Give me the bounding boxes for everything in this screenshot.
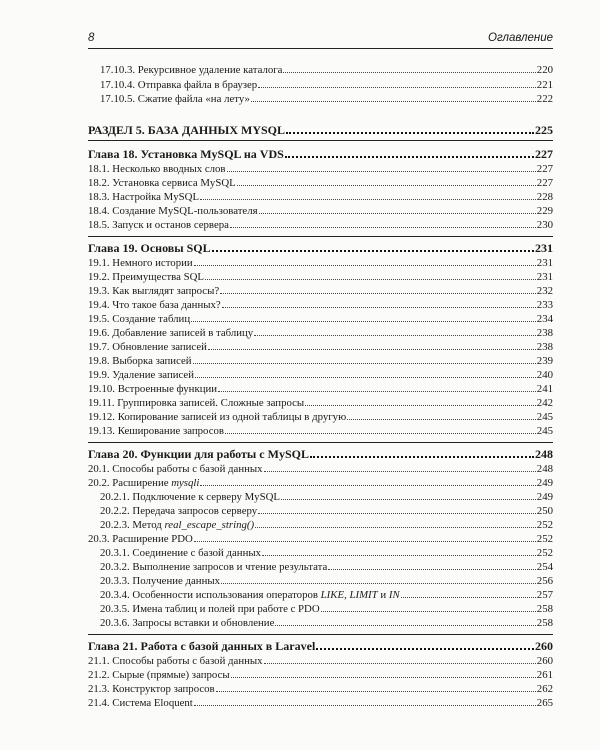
toc-entry[interactable]: 20.3.2. Выполнение запросов и чтение результата 254 <box>100 561 553 573</box>
toc-entry[interactable]: 20.3.1. Соединение с базой данных 252 <box>100 547 553 559</box>
toc-entry[interactable]: 18.5. Запуск и останов сервера 230 <box>88 219 553 231</box>
toc-entry[interactable]: 19.8. Выборка записей 239 <box>88 355 553 367</box>
toc-entry[interactable]: 20.3. Расширение PDO 252 <box>88 533 553 545</box>
toc-entry[interactable]: 18.2. Установка сервиса MySQL 227 <box>88 177 553 189</box>
toc-entry[interactable]: 19.13. Кеширование запросов 245 <box>88 425 553 437</box>
toc-entry[interactable]: 17.10.3. Рекурсивное удаление каталога 220 <box>100 64 553 76</box>
toc-entry[interactable]: 21.2. Сырые (прямые) запросы 261 <box>88 669 553 681</box>
toc-chapter[interactable]: Глава 20. Функции для работы с MySQL 248 <box>88 447 553 461</box>
toc-entry[interactable]: 18.3. Настройка MySQL 228 <box>88 191 553 203</box>
toc-entry[interactable]: 19.4. Что такое база данных? 233 <box>88 299 553 311</box>
toc-entry[interactable]: 19.10. Встроенные функции 241 <box>88 383 553 395</box>
toc-chapter[interactable]: Глава 18. Установка MySQL на VDS 227 <box>88 147 553 161</box>
toc-entry[interactable]: 19.11. Группировка записей. Сложные запросы 242 <box>88 397 553 409</box>
toc-entry[interactable]: 20.3.3. Получение данных 256 <box>100 575 553 587</box>
section-divider <box>88 236 553 237</box>
section-divider <box>88 634 553 635</box>
page-title: Оглавление <box>488 32 553 44</box>
toc-entry[interactable]: 19.5. Создание таблиц 234 <box>88 313 553 325</box>
toc-chapter[interactable]: Глава 21. Работа с базой данных в Laravel 260 <box>88 639 553 653</box>
toc-section[interactable]: РАЗДЕЛ 5. БАЗА ДАННЫХ MYSQL 225 <box>88 123 553 137</box>
toc-chapter[interactable]: Глава 19. Основы SQL 231 <box>88 241 553 255</box>
toc-entry[interactable]: 20.1. Способы работы с базой данных 248 <box>88 463 553 475</box>
toc-entry[interactable]: 18.4. Создание MySQL-пользователя 229 <box>88 205 553 217</box>
toc-entry[interactable]: 19.6. Добавление записей в таблицу 238 <box>88 327 553 339</box>
toc-entry[interactable]: 19.12. Копирование записей из одной таблицы в другую 245 <box>88 411 553 423</box>
page-number: 8 <box>88 32 95 44</box>
toc-entry[interactable]: 17.10.4. Отправка файла в браузер 221 <box>100 79 553 91</box>
toc-entry[interactable]: 20.2.3. Метод real_escape_string() 252 <box>100 519 553 531</box>
toc-entry[interactable]: 17.10.5. Сжатие файла «на лету» 222 <box>100 93 553 105</box>
toc-entry[interactable]: 21.4. Система Eloquent 265 <box>88 697 553 709</box>
toc-entry[interactable]: 19.7. Обновление записей 238 <box>88 341 553 353</box>
toc-entry[interactable]: 19.9. Удаление записей 240 <box>88 369 553 381</box>
section-divider <box>88 442 553 443</box>
toc-entry[interactable]: 21.3. Конструктор запросов 262 <box>88 683 553 695</box>
toc-entry[interactable]: 21.1. Способы работы с базой данных 260 <box>88 655 553 667</box>
toc-entry[interactable]: 19.1. Немного истории 231 <box>88 257 553 269</box>
toc-entry[interactable]: 20.2.1. Подключение к серверу MySQL 249 <box>100 491 553 503</box>
toc-entry[interactable]: 19.2. Преимущества SQL 231 <box>88 271 553 283</box>
toc-entry[interactable]: 20.3.6. Запросы вставки и обновление 258 <box>100 617 553 629</box>
toc-entry[interactable]: 20.3.4. Особенности использования операторов LIKE, LIMIT и IN 257 <box>100 589 553 601</box>
toc-entry[interactable]: 20.2.2. Передача запросов серверу 250 <box>100 505 553 517</box>
page-header <box>88 30 553 49</box>
toc-entry[interactable]: 20.3.5. Имена таблиц и полей при работе с PDO 258 <box>100 603 553 615</box>
section-divider <box>88 140 553 141</box>
toc-entry[interactable]: 18.1. Несколько вводных слов 227 <box>88 163 553 175</box>
toc-entry[interactable]: 19.3. Как выглядят запросы? 232 <box>88 285 553 297</box>
toc-entry[interactable]: 20.2. Расширение mysqli 249 <box>88 477 553 489</box>
